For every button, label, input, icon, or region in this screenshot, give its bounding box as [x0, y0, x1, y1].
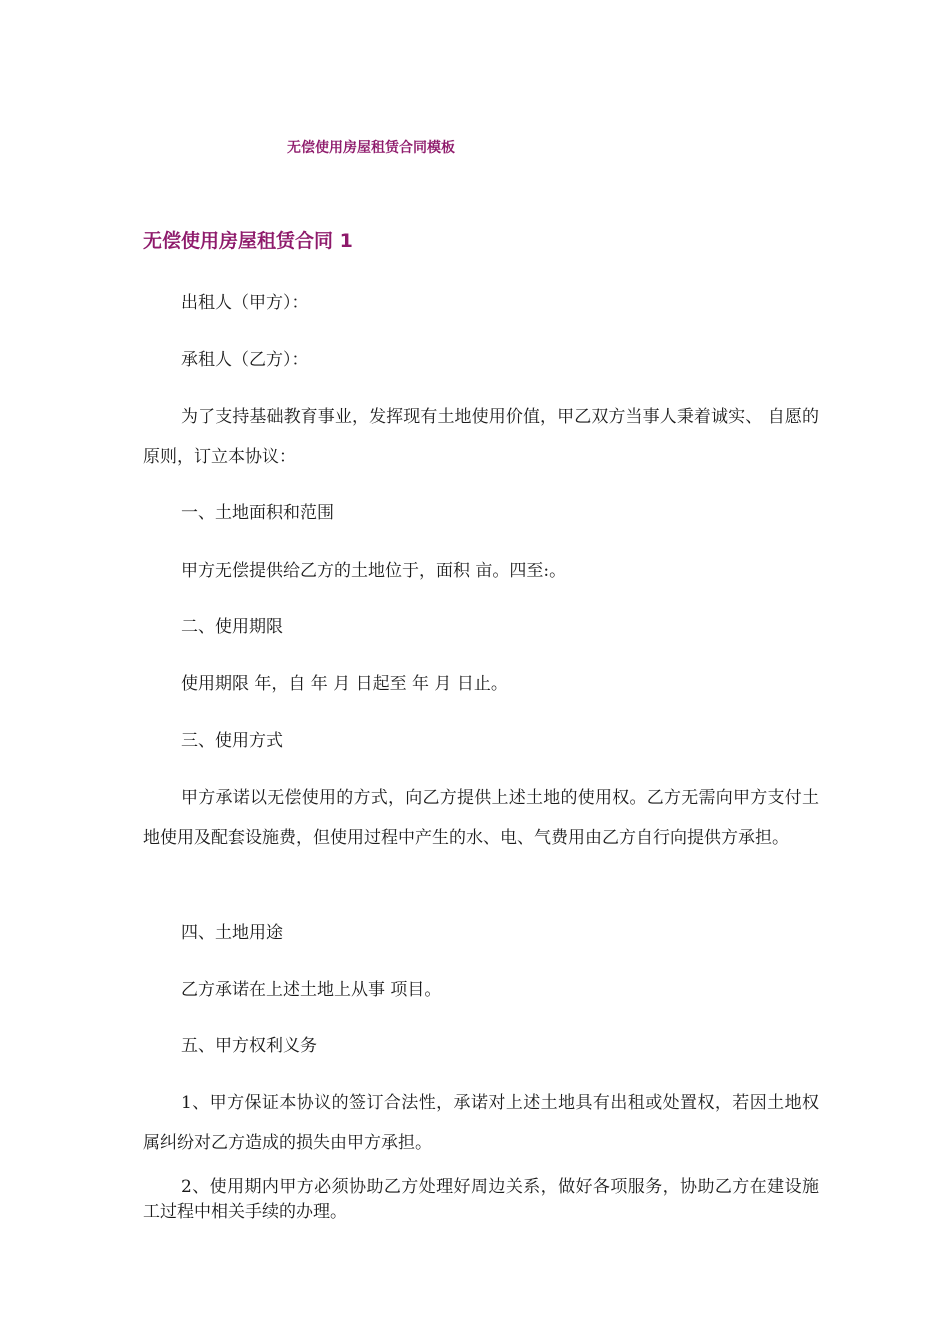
section-heading-2: 二、使用期限 — [181, 617, 283, 637]
section-heading-5: 五、甲方权利义务 — [181, 1036, 317, 1056]
paragraph-lessor: 出租人（甲方）： — [181, 293, 309, 313]
paragraph-term: 使用期限 年，自 年 月 日起至 年 月 日止。 — [181, 674, 508, 694]
document-header-title: 无偿使用房屋租赁合同模板 — [287, 140, 455, 156]
paragraph-lessee: 承租人（乙方）： — [181, 350, 309, 370]
section-heading-4: 四、土地用途 — [181, 923, 283, 943]
section-heading-1: 一、土地面积和范围 — [181, 503, 334, 523]
paragraph-usage-method: 甲方承诺以无偿使用的方式，向乙方提供上述土地的使用权。乙方无需向甲方支付土地使用及配套设施费，但使用过程中产生的水、电、气费用由乙方自行向提供方承担。 — [143, 788, 819, 848]
paragraph-lessor-rights-1: 1、甲方保证本协议的签订合法性，承诺对上述土地具有出租或处置权，若因土地权属纠纷对乙方造成的损失由甲方承担。 — [143, 1093, 819, 1153]
paragraph-lessor-rights-2: 2、使用期内甲方必须协助乙方处理好周边关系，做好各项服务，协助乙方在建设施工过程中相关手续的办理。 — [143, 1177, 819, 1222]
contract-heading: 无偿使用房屋租赁合同 1 — [143, 230, 353, 252]
section-heading-3: 三、使用方式 — [181, 731, 283, 751]
paragraph-preamble: 为了支持基础教育事业，发挥现有土地使用价值，甲乙双方当事人秉着诚实、 自愿的原则，订立本协议： — [143, 407, 819, 467]
paragraph-land-area: 甲方无偿提供给乙方的土地位于，面积 亩。四至:。 — [181, 561, 567, 581]
paragraph-land-purpose: 乙方承诺在上述土地上从事 项目。 — [181, 980, 442, 1000]
